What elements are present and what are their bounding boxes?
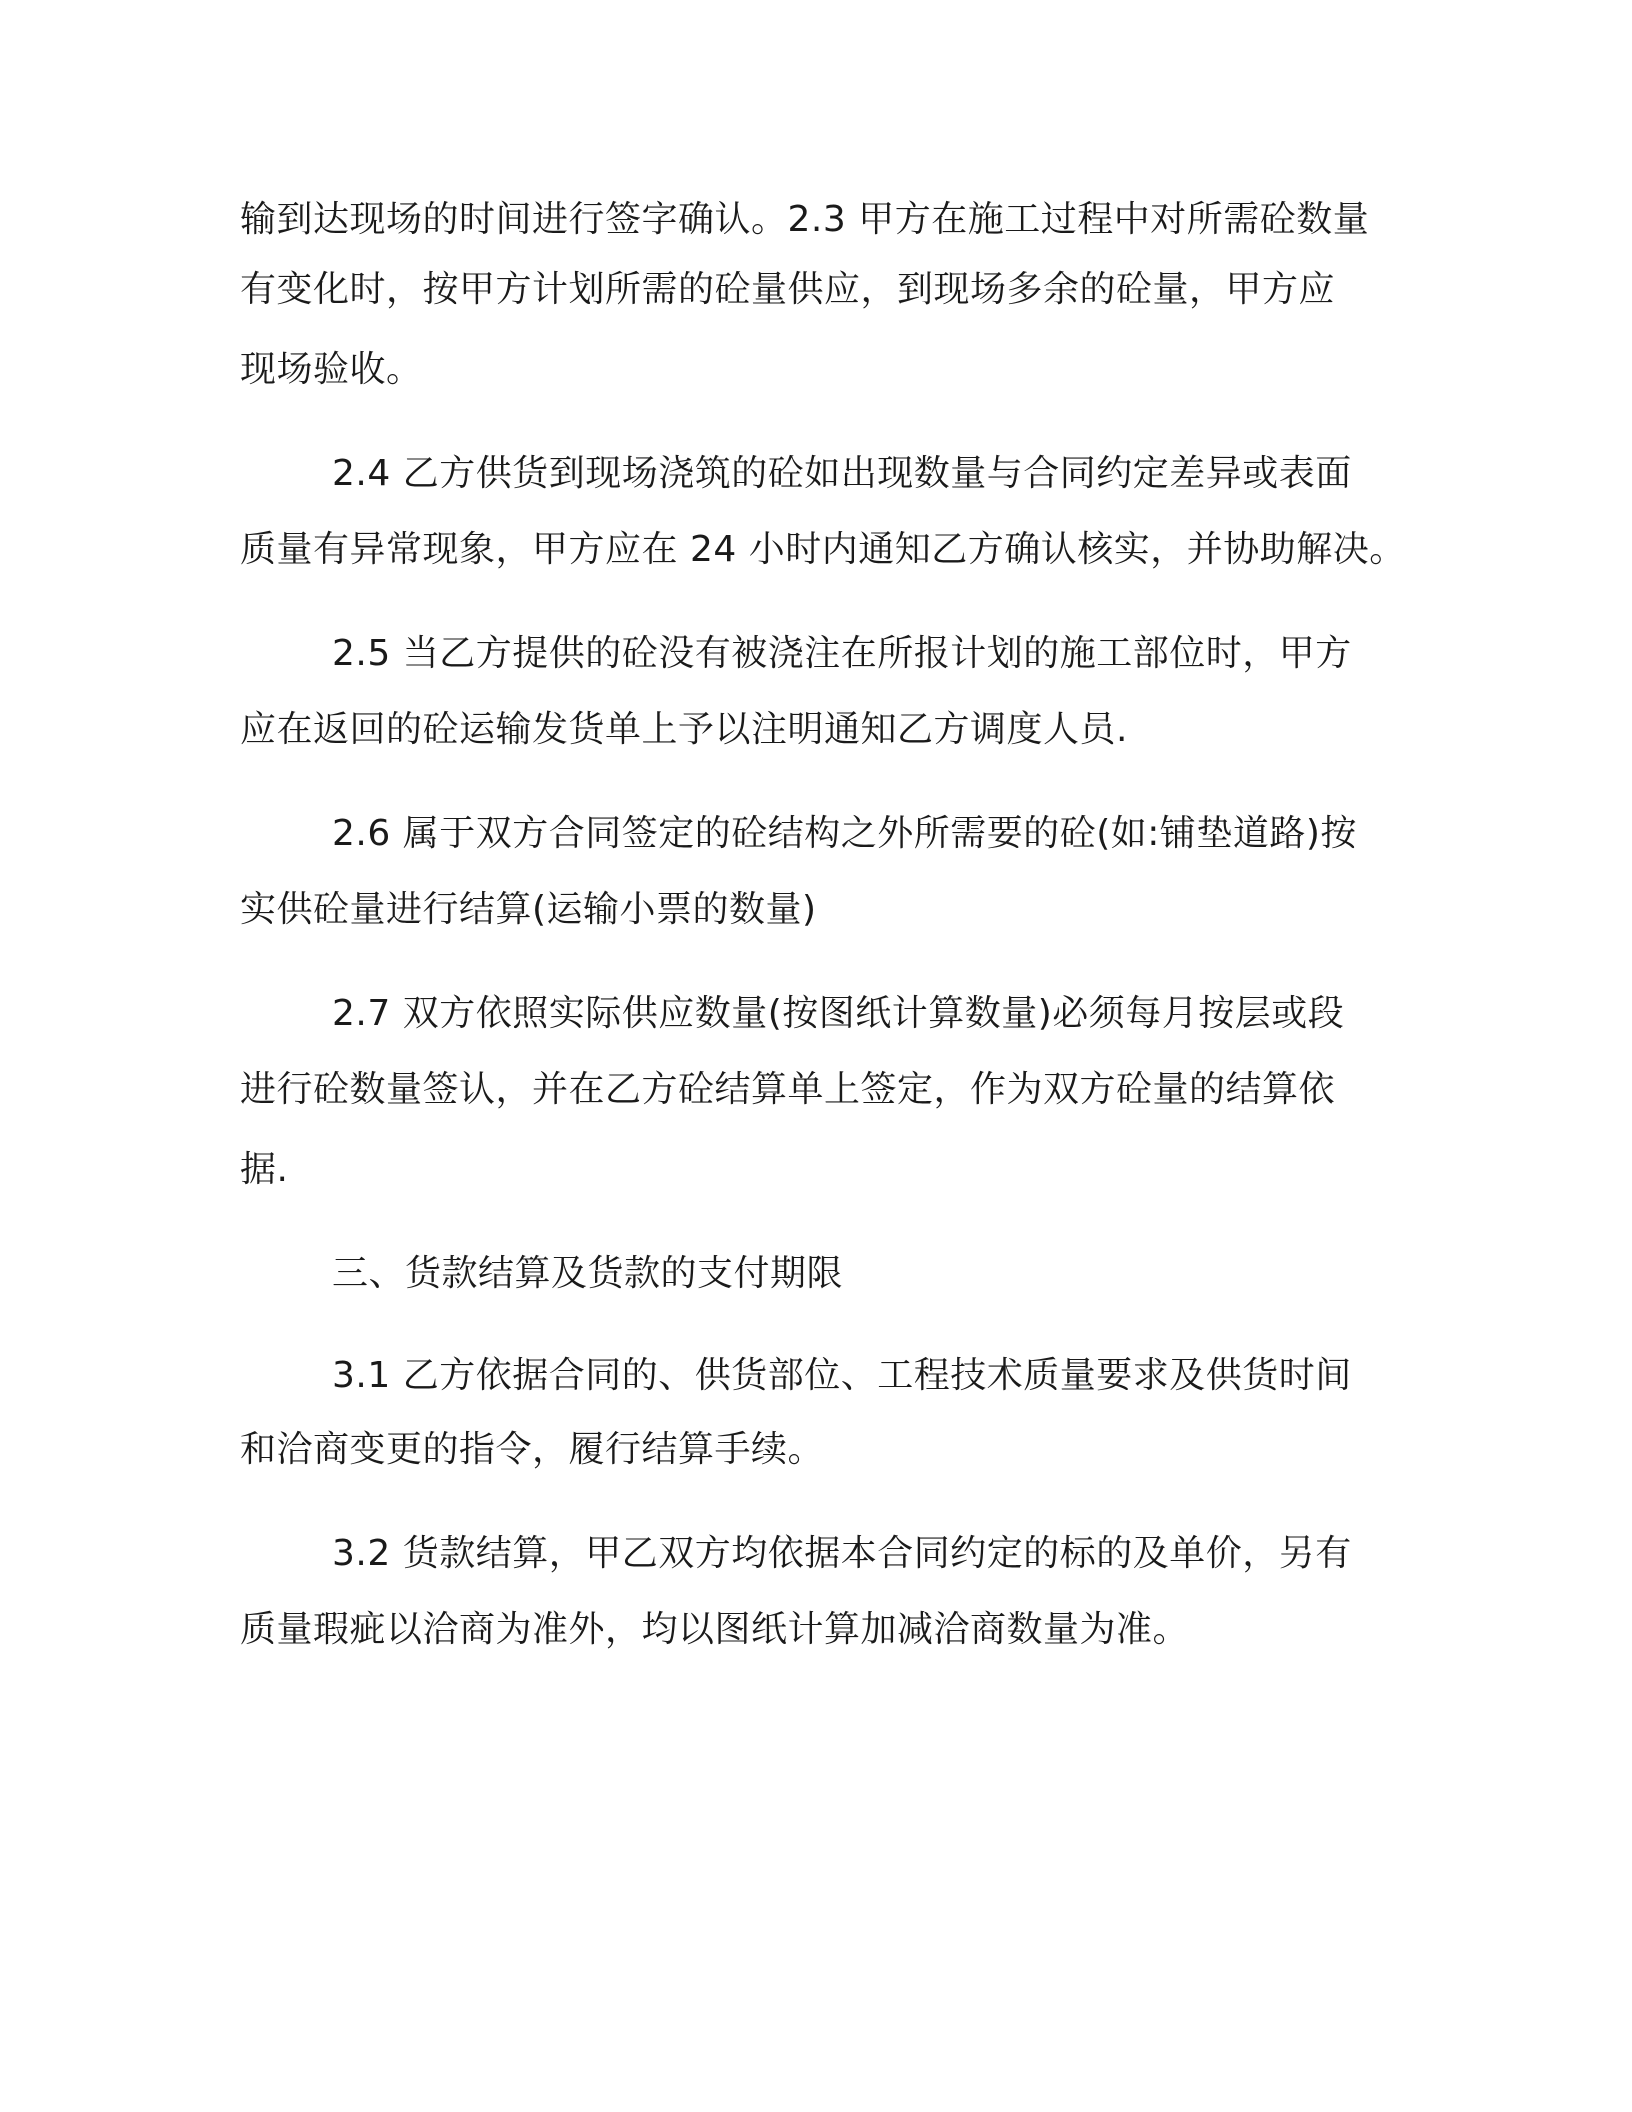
text-line: 据.	[240, 1149, 289, 1190]
text-line: 有变化时，按甲方计划所需的砼量供应，到现场多余的砼量，甲方应	[240, 269, 1336, 310]
text-line: 2.5 当乙方提供的砼没有被浇注在所报计划的施工部位时，甲方	[332, 633, 1352, 674]
text-line: 进行砼数量签认，并在乙方砼结算单上签定，作为双方砼量的结算依	[240, 1069, 1336, 1110]
text-line: 2.6 属于双方合同签定的砼结构之外所需要的砼(如:铺垫道路)按	[332, 813, 1357, 854]
text-line: 2.4 乙方供货到现场浇筑的砼如出现数量与合同约定差异或表面	[332, 453, 1352, 494]
text-line: 和洽商变更的指令，履行结算手续。	[240, 1429, 825, 1470]
text-line: 2.7 双方依照实际供应数量(按图纸计算数量)必须每月按层或段	[332, 993, 1345, 1034]
text-line: 质量瑕疵以洽商为准外，均以图纸计算加减洽商数量为准。	[240, 1609, 1190, 1650]
section-heading: 三、货款结算及货款的支付期限	[332, 1253, 844, 1294]
text-line: 3.1 乙方依据合同的、供货部位、工程技术质量要求及供货时间	[332, 1355, 1352, 1396]
text-line: 输到达现场的时间进行签字确认。2.3 甲方在施工过程中对所需砼数量	[240, 199, 1370, 240]
text-line: 应在返回的砼运输发货单上予以注明通知乙方调度人员.	[240, 709, 1128, 750]
text-line: 3.2 货款结算，甲乙双方均依据本合同约定的标的及单价，另有	[332, 1533, 1352, 1574]
text-line: 质量有异常现象，甲方应在 24 小时内通知乙方确认核实，并协助解决。	[240, 529, 1406, 570]
text-line: 实供砼量进行结算(运输小票的数量)	[240, 889, 817, 930]
text-line: 现场验收。	[240, 349, 423, 390]
